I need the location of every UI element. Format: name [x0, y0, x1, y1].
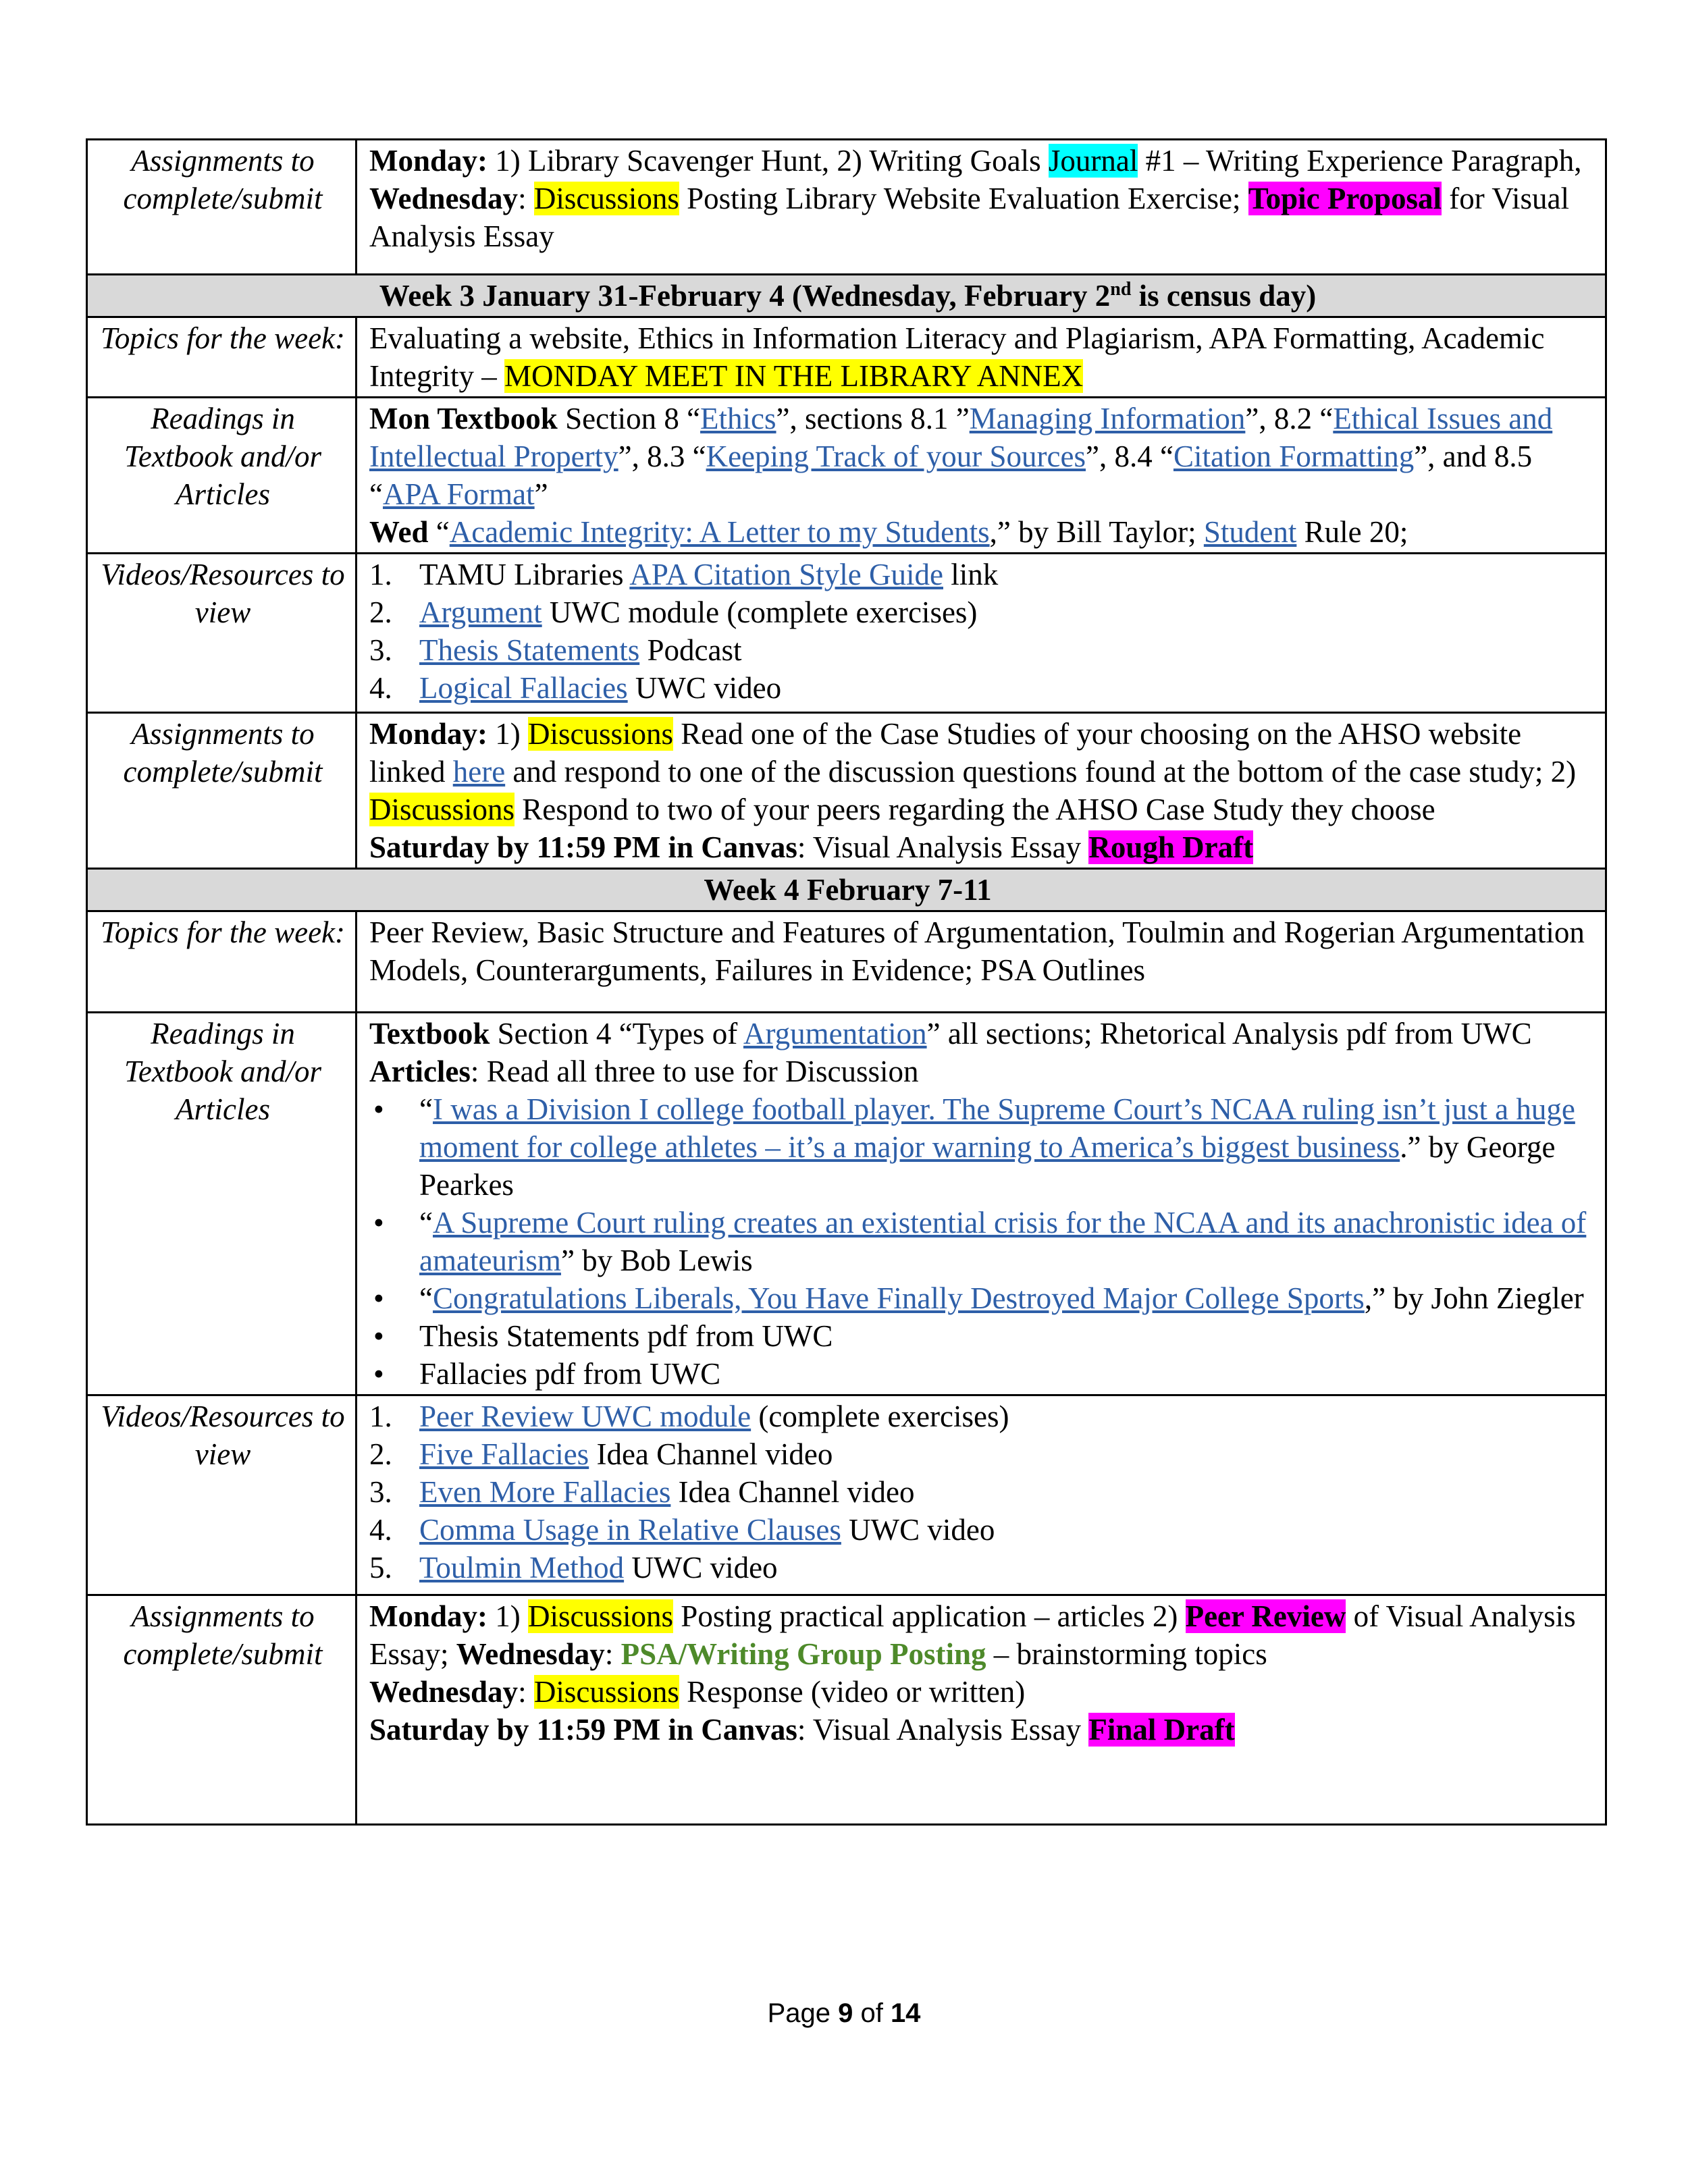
list-number: 1. [369, 558, 392, 591]
week3-topics-row [87, 317, 1606, 398]
bullet-icon: • [373, 1319, 384, 1353]
discussions-highlight: Discussions [533, 182, 679, 215]
topics-cell: Peer Review, Basic Structure and Features of Argumentation, Toulmin and Rogerian Argumentation Models, Counterarguments, Failures in Evidence; PSA Outlines [357, 911, 1606, 1013]
final-draft-highlight: Final Draft [1088, 1713, 1235, 1747]
resource-link[interactable]: Five Fallacies [419, 1437, 589, 1471]
assignments-cell: Monday: 1) Library Scavenger Hunt, 2) Writing Goals Journal #1 – Writing Experience Paragraph, Wednesday: Discussions Posting Library Website Evaluation Exercise; Topic Proposal for Visual Analysis Essay [357, 140, 1606, 275]
resource-link[interactable]: APA Citation Style Guide [629, 558, 943, 591]
ethics-link[interactable]: Ethics [700, 402, 776, 435]
student-rule-link[interactable]: Student [1203, 515, 1297, 549]
list-number: 2. [369, 1437, 392, 1471]
managing-information-link[interactable]: Managing Information [969, 402, 1246, 435]
video-item: 4. Comma Usage in Relative Clauses UWC video [369, 1511, 1595, 1549]
ethical-issues-link[interactable]: Ethical Issues and Intellectual Property [369, 402, 1553, 473]
video-item: 2. Five Fallacies Idea Channel video [369, 1435, 1595, 1473]
resource-link[interactable]: Even More Fallacies [419, 1475, 671, 1509]
schedule-table [86, 138, 1607, 1826]
videos-cell [357, 1395, 1606, 1595]
resource-link[interactable]: Congratulations Liberals, You Have Finally Destroyed Major College Sports [432, 1281, 1365, 1315]
row-label: Readings in Textbook and/or Articles [87, 398, 357, 554]
resource-link[interactable]: Comma Usage in Relative Clauses [419, 1513, 841, 1547]
week4-title: Week 4 February 7-11 [87, 869, 1606, 911]
video-item: 3. Thesis Statements Podcast [369, 631, 1595, 669]
week3-header-row [87, 275, 1606, 317]
bullet-icon: • [373, 1357, 384, 1391]
week3-title: Week 3 January 31-February 4 (Wednesday, February 2nd is census day) [87, 275, 1606, 317]
list-number: 4. [369, 1513, 392, 1547]
week4-readings-row [87, 1013, 1606, 1395]
week4-header-row [87, 869, 1606, 911]
row-label: Videos/Resources to view [87, 554, 357, 713]
article-item: • “A Supreme Court ruling creates an existential crisis for the NCAA and its anachronistic idea of amateurism” by Bob Lewis [369, 1204, 1595, 1279]
week4-video-list [369, 1397, 1595, 1587]
row-label: Videos/Resources to view [87, 1395, 357, 1595]
topics-cell: Evaluating a website, Ethics in Information Literacy and Plagiarism, APA Formatting, Academic Integrity – MONDAY MEET IN THE LIBRARY ANNEX [357, 317, 1606, 398]
row-label: Readings in Textbook and/or Articles [87, 1013, 357, 1395]
resource-link[interactable]: I was a Division I college football player. The Supreme Court’s NCAA ruling isn’t just a huge moment for college athletes – it’s a major warning to America’s biggest business [419, 1092, 1575, 1164]
apa-format-link[interactable]: APA Format [382, 477, 535, 511]
journal-highlight: Journal [1048, 144, 1138, 178]
article-item: • Thesis Statements pdf from UWC [369, 1317, 1595, 1355]
list-number: 5. [369, 1551, 392, 1584]
week4-assignments-row [87, 1595, 1606, 1825]
week2-assignments-row [87, 140, 1606, 275]
article-item: • “I was a Division I college football player. The Supreme Court’s NCAA ruling isn’t just a huge moment for college athletes – it’s a major warning to America’s biggest business.” by George Pearkes [369, 1090, 1595, 1204]
readings-cell: Mon Textbook Section 8 “Ethics”, sections 8.1 ”Managing Information”, 8.2 “Ethical Issues and Intellectual Property”, 8.3 “Keeping Track of your Sources”, 8.4 “Citation Formatting”, and 8.5 “APA Format” Wed “Academic Integrity: A Letter to my Students,” by Bill Taylor; Student Rule 20; [357, 398, 1606, 554]
bullet-icon: • [373, 1092, 384, 1126]
resource-link[interactable]: Toulmin Method [419, 1551, 625, 1584]
bullet-icon: • [373, 1206, 384, 1240]
videos-cell [357, 554, 1606, 713]
page-footer: Page 9 of 14 [767, 1998, 921, 2028]
resource-link[interactable]: A Supreme Court ruling creates an existential crisis for the NCAA and its anachronistic idea of amateurism [419, 1206, 1587, 1277]
article-item: • “Congratulations Liberals, You Have Finally Destroyed Major College Sports,” by John Ziegler [369, 1279, 1595, 1317]
row-label: Topics for the week: [87, 317, 357, 398]
list-number: 4. [369, 671, 392, 705]
video-item: 3. Even More Fallacies Idea Channel video [369, 1473, 1595, 1511]
academic-integrity-link[interactable]: Academic Integrity: A Letter to my Students [449, 515, 990, 549]
assignments-cell: Monday: 1) Discussions Read one of the Case Studies of your choosing on the AHSO website linked here and respond to one of the discussion questions found at the bottom of the case study; 2) Discussions Respond to two of your peers regarding the AHSO Case Study they choose Saturday by 11:59 PM in Canvas: Visual Analysis Essay Rough Draft [357, 713, 1606, 869]
week3-assignments-row [87, 713, 1606, 869]
video-item: 5. Toulmin Method UWC video [369, 1549, 1595, 1587]
list-number: 2. [369, 595, 392, 629]
week3-video-list [369, 556, 1595, 707]
library-annex-highlight: MONDAY MEET IN THE LIBRARY ANNEX [504, 359, 1084, 393]
week4-videos-row [87, 1395, 1606, 1595]
video-item: 1. Peer Review UWC module (complete exercises) [369, 1397, 1595, 1435]
list-number: 3. [369, 633, 392, 667]
week4-topics-row [87, 911, 1606, 1013]
article-list [369, 1090, 1595, 1393]
week3-readings-row [87, 398, 1606, 554]
list-number: 3. [369, 1475, 392, 1509]
resource-link[interactable]: Logical Fallacies [419, 671, 628, 705]
ahso-here-link[interactable]: here [452, 755, 506, 789]
resource-link[interactable]: Argument [419, 595, 542, 629]
list-number: 1. [369, 1400, 392, 1433]
citation-formatting-link[interactable]: Citation Formatting [1173, 440, 1415, 473]
bullet-icon: • [373, 1281, 384, 1315]
article-item: • Fallacies pdf from UWC [369, 1355, 1595, 1393]
row-label: Assignments to complete/submit [87, 1595, 357, 1825]
peer-review-highlight: Peer Review [1185, 1599, 1346, 1633]
row-label: Assignments to complete/submit [87, 140, 357, 275]
video-item: 2. Argument UWC module (complete exercises) [369, 593, 1595, 631]
topic-proposal-highlight: Topic Proposal [1248, 182, 1442, 215]
video-item: 1. TAMU Libraries APA Citation Style Guide link [369, 556, 1595, 593]
resource-link[interactable]: Peer Review UWC module [419, 1400, 751, 1433]
row-label: Assignments to complete/submit [87, 713, 357, 869]
readings-cell: Textbook Section 4 “Types of Argumentation” all sections; Rhetorical Analysis pdf from UWC Articles: Read all three to use for Discussion • “I was a Division I college football player. The Supreme Court’s NCAA ruling isn’t just a huge moment for college athletes – it’s a major warning to America’s biggest business.” by George Pearkes • “A Supreme Court ruling creates an existential crisis for the NCAA and its anachronistic idea of amateurism” by Bob Lewis • “Congratulations Liberals, You Have Finally Destroyed Major College Sports,” by John Ziegler • Thesis Statements pdf from UWC • Fallacies pdf from UWC [357, 1013, 1606, 1395]
week3-videos-row [87, 554, 1606, 713]
video-item: 4. Logical Fallacies UWC video [369, 669, 1595, 707]
assignments-cell: Monday: 1) Discussions Posting practical application – articles 2) Peer Review of Visual Analysis Essay; Wednesday: PSA/Writing Group Posting – brainstorming topics Wednesday: Discussions Response (video or written) Saturday by 11:59 PM in Canvas: Visual Analysis Essay Final Draft [357, 1595, 1606, 1825]
resource-link[interactable]: Thesis Statements [419, 633, 640, 667]
keeping-track-link[interactable]: Keeping Track of your Sources [706, 440, 1086, 473]
argumentation-link[interactable]: Argumentation [743, 1017, 927, 1050]
rough-draft-highlight: Rough Draft [1088, 830, 1254, 864]
psa-writing-group-text: PSA/Writing Group Posting [621, 1637, 986, 1671]
row-label: Topics for the week: [87, 911, 357, 1013]
